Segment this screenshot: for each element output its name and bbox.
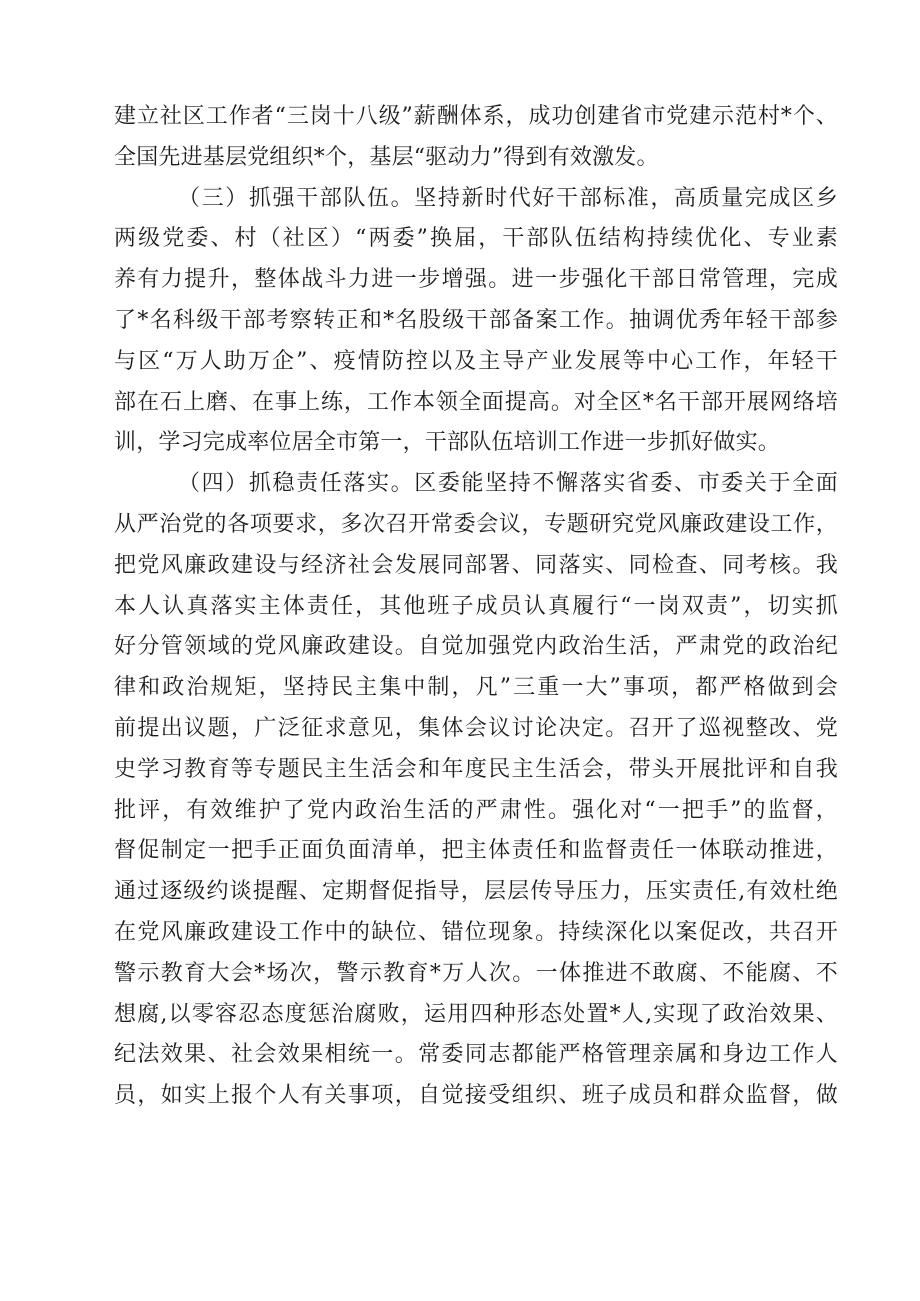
paragraph-continuation — [114, 97, 838, 179]
text-line: 通过逐级约谈提醒、定期督促指导，层层传导压力，压实责任,有效杜绝 — [114, 879, 838, 905]
text-line: 前提出议题，广泛征求意见，集体会议讨论决定。召开了巡视整改、党 — [114, 715, 838, 741]
text-line: 全国先进基层党组织*个，基层“驱动力”得到有效激发。 — [114, 144, 659, 170]
text-line: 本人认真落实主体责任，其他班子成员认真履行“一岗双责”，切实抓 — [114, 593, 838, 619]
text-line: 律和政治规矩，坚持民主集中制，凡”三重一大”事项，都严格做到会 — [114, 675, 838, 701]
text-line: 两级党委、村（社区）“两委”换届，干部队伍结构持续优化、专业素 — [114, 226, 838, 252]
paragraph-cadre-team — [114, 179, 838, 465]
text-line: 在党风廉政建设工作中的缺位、错位现象。持续深化以案促改，共召开 — [114, 919, 838, 945]
text-line: 部在石上磨、在事上练，工作本领全面提高。对全区*名干部开展网络培 — [114, 389, 838, 415]
paragraph-heading-line: （四）抓稳责任落实。区委能坚持不懈落实省委、市委关于全面 — [178, 471, 838, 497]
text-line: 把党风廉政建设与经济社会发展同部署、同落实、同检查、同考核。我 — [114, 552, 838, 578]
text-line: 养有力提升，整体战斗力进一步增强。进一步强化干部日常管理，完成 — [114, 267, 838, 293]
text-line: 了*名科级干部考察转正和*名股级干部备案工作。抽调优秀年轻干部参 — [114, 307, 838, 333]
text-line: 好分管领域的党风廉政建设。自觉加强党内政治生活，严肃党的政治纪 — [114, 634, 838, 660]
document-body — [114, 97, 838, 1117]
text-line: 从严治党的各项要求，多次召开常委会议，专题研究党风廉政建设工作， — [114, 511, 838, 537]
paragraph-responsibility — [114, 464, 838, 1117]
text-line: 与区“万人助万企”、疫情防控以及主导产业发展等中心工作，年轻干 — [114, 348, 838, 374]
text-line: 建立社区工作者“三岗十八级”薪酬体系，成功创建省市党建示范村*个、 — [114, 104, 838, 129]
text-line: 督促制定一把手正面负面清单，把主体责任和监督责任一体联动推进， — [114, 838, 838, 864]
text-line: 警示教育大会*场次，警示教育*万人次。一体推进不敢腐、不能腐、不 — [114, 960, 838, 986]
paragraph-heading-line: （三）抓强干部队伍。坚持新时代好干部标准，高质量完成区乡 — [178, 185, 838, 211]
text-line: 员，如实上报个人有关事项，自觉接受组织、班子成员和群众监督，做 — [114, 1083, 838, 1109]
text-line: 纪法效果、社会效果相统一。常委同志都能严格管理亲属和身边工作人 — [114, 1042, 838, 1068]
text-line: 想腐,以零容忍态度惩治腐败，运用四种形态处置*人,实现了政治效果、 — [114, 1001, 838, 1027]
text-line: 批评，有效维护了党内政治生活的严肃性。强化对“一把手”的监督， — [114, 797, 838, 823]
text-line: 训，学习完成率位居全市第一，干部队伍培训工作进一步抓好做实。 — [114, 430, 781, 456]
text-line: 史学习教育等专题民主生活会和年度民主生活会，带头开展批评和自我 — [114, 756, 838, 782]
